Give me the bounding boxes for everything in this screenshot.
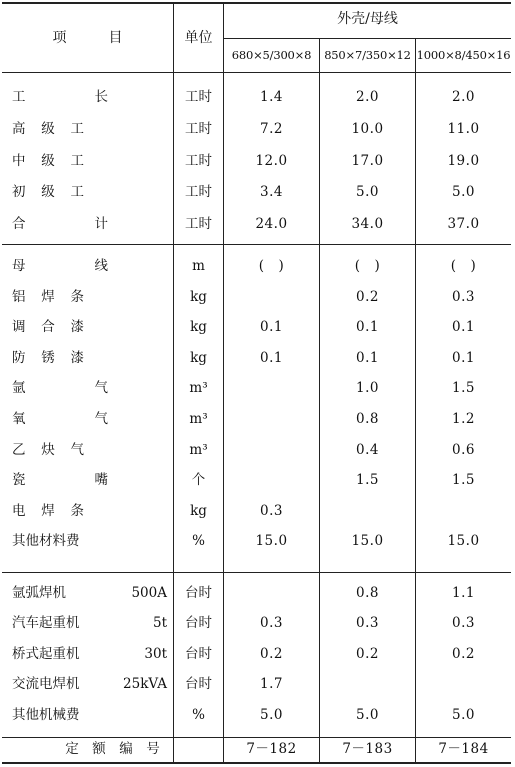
row-label: 交流电焊机 xyxy=(12,676,80,692)
row-unit: % xyxy=(192,707,205,723)
row-value-3: ( ) xyxy=(450,258,477,274)
row-unit: m³ xyxy=(189,380,208,396)
row-label: 工 长 xyxy=(12,89,108,105)
row-label: 其他材料费 xyxy=(12,533,80,549)
row-value-2: 0.8 xyxy=(356,411,379,427)
row-value-3: 11.0 xyxy=(447,121,480,137)
row-label: 氩 气 xyxy=(12,380,108,396)
row-unit: 台时 xyxy=(185,585,212,601)
row-value-1: 1.4 xyxy=(260,89,283,105)
group-rule xyxy=(223,38,511,39)
row-label: 桥式起重机 xyxy=(12,646,80,662)
row-value-2: 5.0 xyxy=(356,707,379,723)
row-label: 母 线 xyxy=(12,258,108,274)
row-value-3: 1.5 xyxy=(452,472,475,488)
row-label: 瓷 嘴 xyxy=(12,472,108,488)
row-value-2: 10.0 xyxy=(351,121,384,137)
row-value-2: ( ) xyxy=(354,258,381,274)
row-value-3: 2.0 xyxy=(452,89,475,105)
row-value-1: 15.0 xyxy=(255,533,288,549)
header-col-2: 850×7/350×12 xyxy=(324,48,411,62)
row-value-3: 0.6 xyxy=(452,442,475,458)
row-value-1: 12.0 xyxy=(255,153,288,169)
row-value-3: 5.0 xyxy=(452,707,475,723)
row-spec: 25kVA xyxy=(123,676,167,692)
machinery-rule xyxy=(2,737,511,738)
row-value-2: 34.0 xyxy=(351,216,384,232)
row-value-3: 0.1 xyxy=(452,350,475,366)
header-unit: 单位 xyxy=(184,30,213,46)
row-unit: 台时 xyxy=(185,676,212,692)
row-value-2: 0.3 xyxy=(356,615,379,631)
header-group: 外壳/母线 xyxy=(337,11,398,27)
row-unit: 工时 xyxy=(185,216,212,232)
row-value-3: 1.5 xyxy=(452,380,475,396)
row-unit: 个 xyxy=(191,472,206,488)
row-value-2: 15.0 xyxy=(351,533,384,549)
row-label: 初 级 工 xyxy=(12,184,84,200)
row-spec: 30t xyxy=(144,646,167,662)
row-value-1: 0.3 xyxy=(260,615,283,631)
row-label: 高 级 工 xyxy=(12,121,84,137)
row-unit: m³ xyxy=(189,411,208,427)
row-label: 合 计 xyxy=(12,216,108,232)
row-unit: 工时 xyxy=(185,121,212,137)
row-spec: 500A xyxy=(131,585,167,601)
row-unit: 工时 xyxy=(185,184,212,200)
row-label: 电 焊 条 xyxy=(12,503,84,519)
footer-code-2: 7－183 xyxy=(342,741,393,757)
row-value-2: 0.1 xyxy=(356,350,379,366)
row-value-2: 0.4 xyxy=(356,442,379,458)
row-value-3: 5.0 xyxy=(452,184,475,200)
row-value-2: 1.0 xyxy=(356,380,379,396)
row-value-1: 0.1 xyxy=(260,319,283,335)
row-label: 防 锈 漆 xyxy=(12,350,84,366)
row-unit: 工时 xyxy=(185,153,212,169)
row-label: 中 级 工 xyxy=(12,153,84,169)
row-value-1: ( ) xyxy=(258,258,285,274)
row-value-1: 5.0 xyxy=(260,707,283,723)
row-unit: kg xyxy=(190,319,207,335)
row-value-2: 0.2 xyxy=(356,646,379,662)
row-value-2: 0.2 xyxy=(356,289,379,305)
row-unit: kg xyxy=(190,350,207,366)
header-item: 项 目 xyxy=(52,30,123,46)
row-value-1: 7.2 xyxy=(260,121,283,137)
row-value-3: 1.2 xyxy=(452,411,475,427)
row-unit: kg xyxy=(190,503,207,519)
row-unit: m³ xyxy=(189,442,208,458)
materials-rule xyxy=(2,572,511,573)
row-unit: 台时 xyxy=(185,646,212,662)
row-value-1: 0.3 xyxy=(260,503,283,519)
row-value-3: 0.3 xyxy=(452,289,475,305)
row-label: 氩弧焊机 xyxy=(12,585,66,601)
row-value-3: 1.1 xyxy=(452,585,475,601)
row-value-3: 0.3 xyxy=(452,615,475,631)
row-unit: kg xyxy=(190,289,207,305)
row-value-2: 0.8 xyxy=(356,585,379,601)
row-label: 乙 炔 气 xyxy=(12,442,84,458)
footer-code-3: 7－184 xyxy=(438,741,489,757)
row-value-1: 1.7 xyxy=(260,676,283,692)
footer-code-1: 7－182 xyxy=(246,741,297,757)
row-label: 铝 焊 条 xyxy=(12,289,84,305)
row-label: 汽车起重机 xyxy=(12,615,80,631)
row-value-2: 17.0 xyxy=(351,153,384,169)
row-value-2: 5.0 xyxy=(356,184,379,200)
quota-table xyxy=(2,2,511,764)
row-value-3: 15.0 xyxy=(447,533,480,549)
labor-rule xyxy=(2,244,511,245)
row-unit: 工时 xyxy=(185,89,212,105)
row-value-2: 1.5 xyxy=(356,472,379,488)
row-spec: 5t xyxy=(152,615,167,631)
row-label: 调 合 漆 xyxy=(12,319,84,335)
bottom-rule xyxy=(2,762,511,764)
header-col-1: 680×5/300×8 xyxy=(231,48,312,62)
row-unit: m xyxy=(192,258,205,274)
footer-label: 定 额 编 号 xyxy=(65,741,160,757)
row-value-2: 0.1 xyxy=(356,319,379,335)
row-value-1: 3.4 xyxy=(260,184,283,200)
header-col-3: 1000×8/450×16 xyxy=(416,48,511,62)
row-value-1: 0.1 xyxy=(260,350,283,366)
row-unit: 台时 xyxy=(185,615,212,631)
row-label: 其他机械费 xyxy=(12,707,80,723)
row-label: 氧 气 xyxy=(12,411,108,427)
header-rule xyxy=(2,72,511,73)
row-value-3: 37.0 xyxy=(447,216,480,232)
row-value-2: 2.0 xyxy=(356,89,379,105)
row-value-3: 19.0 xyxy=(447,153,480,169)
top-rule xyxy=(2,2,511,4)
row-unit: % xyxy=(192,533,205,549)
row-value-1: 24.0 xyxy=(255,216,288,232)
row-value-3: 0.2 xyxy=(452,646,475,662)
row-value-1: 0.2 xyxy=(260,646,283,662)
row-value-3: 0.1 xyxy=(452,319,475,335)
